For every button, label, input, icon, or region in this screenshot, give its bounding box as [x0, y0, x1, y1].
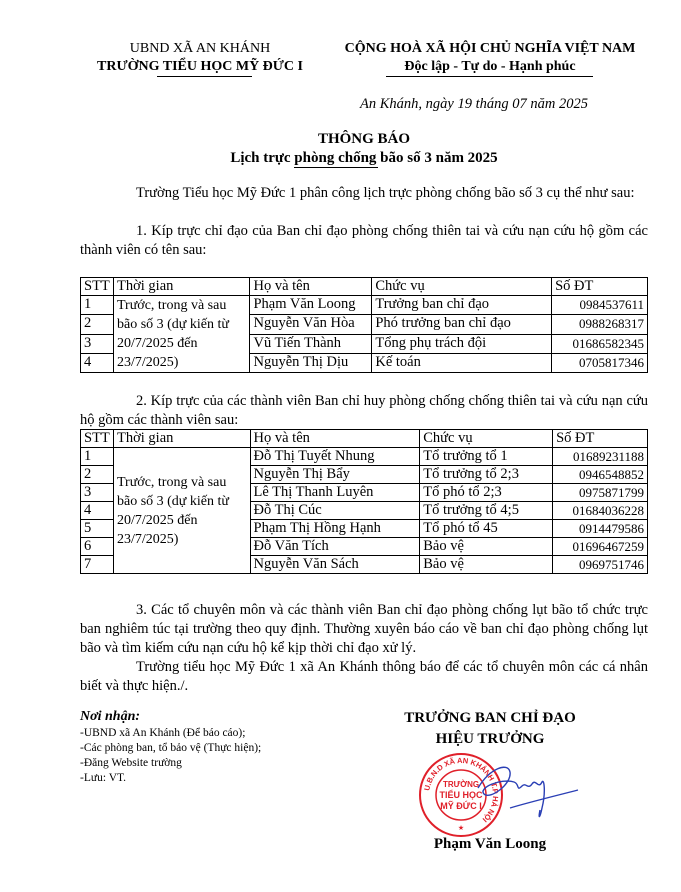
table-header-row	[81, 430, 648, 448]
cell-name: Đỗ Thị Tuyết Nhung	[250, 448, 420, 466]
cell-name: Lê Thị Thanh Luyên	[250, 484, 420, 502]
cell-stt: 5	[81, 520, 114, 538]
intro-text: Trường Tiểu học Mỹ Đức 1 phân công lịch trực phòng chống bão số 3 cụ thể như sau:	[136, 185, 635, 201]
cell-stt: 3	[81, 334, 114, 353]
title-underline	[294, 167, 378, 168]
stamp-line-2: TIỂU HỌC	[439, 790, 483, 800]
cell-name: Đỗ Thị Cúc	[250, 502, 420, 520]
cell-role: Bảo vệ	[420, 556, 553, 574]
cell-role: Kế toán	[372, 353, 552, 372]
header-phone: Số ĐT	[553, 430, 648, 448]
recipients-block	[80, 708, 340, 786]
cell-role: Bảo vệ	[420, 538, 553, 556]
cell-name: Phạm Thị Hồng Hạnh	[250, 520, 420, 538]
cell-stt: 7	[81, 556, 114, 574]
cell-role: Phó trưởng ban chỉ đạo	[372, 315, 552, 334]
header-role: Chức vụ	[420, 430, 553, 448]
section1-text: 1. Kíp trực chỉ đạo của Ban chỉ đạo phòng chống thiên tai và cứu nạn cứu hộ gồm các thành viên có tên sau:	[80, 223, 648, 258]
cell-phone: 0984537611	[552, 296, 648, 315]
signer-title-2: HIỆU TRƯỞNG	[435, 731, 545, 747]
document-subtitle: Lịch trực phòng chống bão số 3 năm 2025	[230, 150, 498, 166]
header-role: Chức vụ	[372, 278, 552, 296]
cell-name: Nguyễn Thị Dịu	[250, 353, 372, 372]
header-name: Họ và tên	[250, 430, 420, 448]
issuer-authority: UBND XÃ AN KHÁNH	[129, 41, 271, 56]
cell-name: Nguyễn Thị Bẩy	[250, 466, 420, 484]
issuer-block	[80, 40, 320, 76]
cell-role: Tổ phó tổ 45	[420, 520, 553, 538]
cell-time: Trước, trong và sau bão số 3 (dự kiến từ 20/7/2025 đến 23/7/2025)	[113, 448, 250, 574]
cell-name: Nguyễn Văn Sách	[250, 556, 420, 574]
closing-text: Trường tiểu học Mỹ Đức 1 xã An Khánh thông báo để các tổ chuyên môn các cá nhân biết và thực hiện./.	[80, 659, 648, 694]
cell-role: Tổ phó tổ 2;3	[420, 484, 553, 502]
cell-phone: 0705817346	[552, 353, 648, 372]
cell-stt: 6	[81, 538, 114, 556]
cell-stt: 2	[81, 466, 114, 484]
duty-table-leadership	[80, 277, 648, 373]
table-header-row	[81, 278, 648, 296]
header-stt: STT	[81, 278, 114, 296]
cell-phone: 01684036228	[553, 502, 648, 520]
stamp-star-icon: ★	[457, 824, 465, 832]
header-time: Thời gian	[113, 430, 250, 448]
section2-text: 2. Kíp trực của các thành viên Ban chỉ huy phòng chống chống thiên tai và cứu nạn cứu hộ gồm các thành viên sau:	[80, 393, 648, 428]
section1-paragraph	[80, 222, 648, 260]
signature-stroke	[478, 767, 544, 816]
header-phone: Số ĐT	[552, 278, 648, 296]
header-name: Họ và tên	[250, 278, 372, 296]
recipient-item: -Các phòng ban, tổ bảo vệ (Thực hiện);	[80, 742, 262, 754]
signer-name: Phạm Văn Loong	[433, 836, 547, 852]
cell-phone: 0914479586	[553, 520, 648, 538]
cell-name: Đỗ Văn Tích	[250, 538, 420, 556]
cell-phone: 0975871799	[553, 484, 648, 502]
cell-stt: 2	[81, 315, 114, 334]
signer-title-1: TRƯỞNG BAN CHỈ ĐẠO	[404, 710, 576, 726]
cell-role: Tổ trưởng tổ 1	[420, 448, 553, 466]
section3-paragraph	[80, 601, 648, 658]
table-row	[81, 448, 648, 466]
stamp-line-3: MỸ ĐỨC I	[440, 801, 482, 811]
cell-name: Vũ Tiến Thành	[250, 334, 372, 353]
cell-stt: 4	[81, 502, 114, 520]
header-time: Thời gian	[113, 278, 249, 296]
cell-stt: 1	[81, 448, 114, 466]
closing-paragraph	[80, 658, 648, 696]
signature-titles	[370, 708, 610, 750]
issuer-underline	[157, 76, 252, 77]
recipient-item: -Lưu: VT.	[80, 772, 127, 784]
cell-role: Tổ trưởng tổ 4;5	[420, 502, 553, 520]
cell-role: Trưởng ban chỉ đạo	[372, 296, 552, 315]
document-title-block	[80, 130, 648, 168]
issuer-school: TRƯỜNG TIỂU HỌC MỸ ĐỨC I	[97, 59, 303, 74]
duty-table-command	[80, 429, 648, 574]
cell-phone: 01686582345	[552, 334, 648, 353]
motto-underline	[386, 76, 593, 77]
national-motto: Độc lập - Tự do - Hạnh phúc	[404, 59, 576, 74]
national-name: CỘNG HOÀ XÃ HỘI CHỦ NGHĨA VIỆT NAM	[344, 41, 636, 56]
issue-date: An Khánh, ngày 19 tháng 07 năm 2025	[360, 96, 588, 112]
cell-phone: 0946548852	[553, 466, 648, 484]
handwritten-signature-icon	[470, 760, 580, 830]
stamp-line-1: TRƯỜNG	[442, 780, 480, 789]
cell-stt: 3	[81, 484, 114, 502]
intro-paragraph	[80, 184, 648, 203]
cell-phone: 01689231188	[553, 448, 648, 466]
cell-phone: 01696467259	[553, 538, 648, 556]
cell-time: Trước, trong và sau bão số 3 (dự kiến từ 20/7/2025 đến 23/7/2025)	[113, 296, 249, 373]
header-stt: STT	[81, 430, 114, 448]
cell-stt: 1	[81, 296, 114, 315]
document-title: THÔNG BÁO	[317, 131, 411, 147]
national-motto-block	[330, 40, 650, 76]
cell-stt: 4	[81, 353, 114, 372]
cell-name: Nguyễn Văn Hòa	[250, 315, 372, 334]
recipient-item: -Đăng Website trường	[80, 757, 182, 769]
recipients-heading: Nơi nhận:	[80, 709, 141, 724]
section2-paragraph	[80, 392, 648, 430]
section3-text: 3. Các tổ chuyên môn và các thành viên Ban chỉ đạo phòng chống lụt bão tổ chức trực ban nghiêm túc tại trường theo quy định. Thường xuyên báo cáo về ban chỉ đạo phòng chống lụt bão và tìm kiếm cứu nạn cứu hộ kể kịp thời chỉ đạo xử lý.	[80, 602, 648, 656]
cell-role: Tổ trưởng tổ 2;3	[420, 466, 553, 484]
stamp-outer-text: U.B.N.D XÃ AN KHÁNH T.P HÀ NỘI	[422, 755, 501, 825]
cell-name: Phạm Văn Loong	[250, 296, 372, 315]
cell-phone: 0988268317	[552, 315, 648, 334]
table-row	[81, 296, 648, 315]
cell-phone: 0969751746	[553, 556, 648, 574]
recipient-item: -UBND xã An Khánh (Để báo cáo);	[80, 727, 246, 739]
cell-role: Tổng phụ trách đội	[372, 334, 552, 353]
